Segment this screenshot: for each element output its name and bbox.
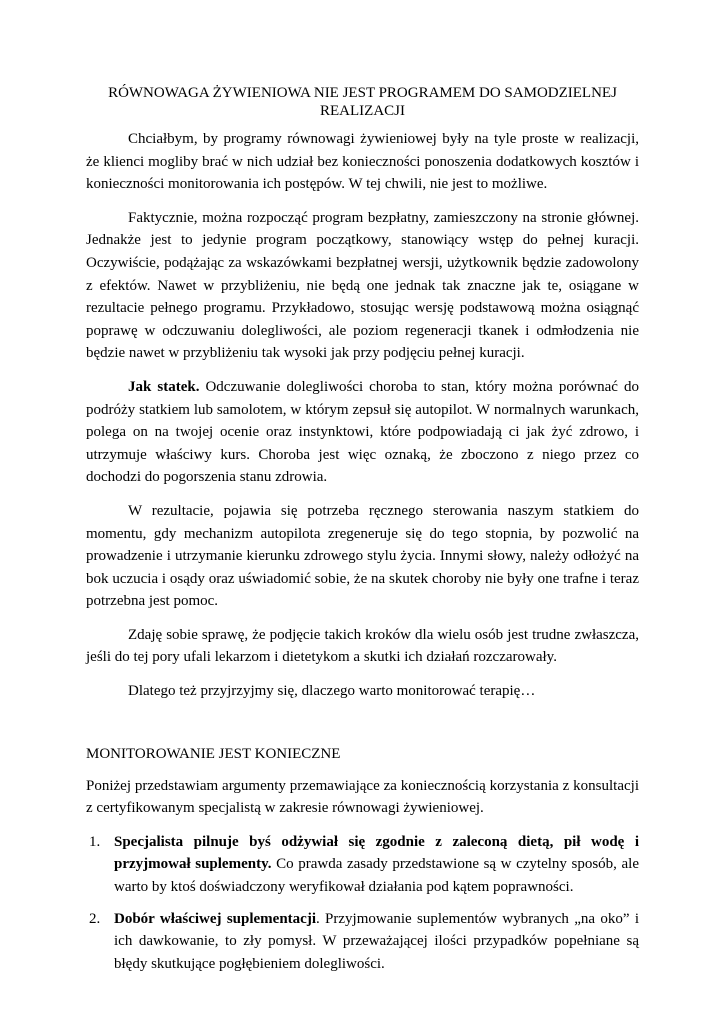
document-page xyxy=(86,84,639,984)
title-line-1: RÓWNOWAGA ŻYWIENIOWA NIE JEST PROGRAMEM DO SAMODZIELNEJ xyxy=(108,85,617,101)
list-item xyxy=(86,831,639,899)
paragraph-ship xyxy=(86,376,639,489)
list-item-bold: Specjalista pilnuje byś odżywiał się zgodnie z zaleconą dietą, pił wodę i przyjmował suplementy. xyxy=(114,833,639,873)
paragraph-free-program: Faktycznie, można rozpocząć program bezpłatny, zamieszczony na stronie głównej. Jednakże jest to jedynie program początkowy, stanowiący wstęp do pełnej kuracji. Oczywiście, podążając za wskazówkami bezpłatnej wersji, użytkownik będzie zadowolony z efektów. Nawet w przybliżeniu, nie będą one jednak tak znaczne jak te, osiągane w rezultacie pełnego programu. Przykładowo, stosując wersję podstawową można osiągnąć poprawę w odczuwaniu dolegliwości, ale poziom regeneracji tkanek i odmłodzenia nie będzie nawet w przybliżeniu tak wysoki jak przy podjęciu pełnej kuracji. xyxy=(86,209,639,362)
paragraph-therefore: Dlatego też przyjrzyjmy się, dlaczego warto monitorować terapię… xyxy=(128,683,536,700)
ship-text: Odczuwanie dolegliwości choroba to stan, który można porównać do podróży statkiem lub samolotem, w którym zepsuł się autopilot. W normalnych warunkach, polega on na twojej ocenie oraz instynktowi, które podpowiadają ci jak żyć zdrowo, i utrzymuje właściwy kurs. Choroba jest więc oznaką, że zboczono z niego przez co dochodzi do pogorszenia stanu zdrowia. xyxy=(86,378,639,486)
title-line-2: REALIZACJI xyxy=(320,103,405,119)
list-item-number: 2. xyxy=(89,910,101,927)
section-intro: Poniżej przedstawiam argumenty przemawiające za koniecznością korzystania z konsultacji z certyfikowanym specjalistą w zakresie równowagi żywieniowej. xyxy=(86,777,639,817)
list-item-number: 1. xyxy=(89,833,101,850)
arguments-list xyxy=(86,831,639,976)
paragraph-intro: Chciałbym, by programy równowagi żywieniowej były na tyle proste w realizacji, że klienci mogliby brać w nich udział bez konieczności ponoszenia dodatkowych kosztów i konieczności monitorowania ich postępów. W tej chwili, nie jest to możliwe. xyxy=(86,131,639,193)
list-item xyxy=(86,908,639,976)
paragraph-aware: Zdaję sobie sprawę, że podjęcie takich kroków dla wielu osób jest trudne zwłaszcza, jeśli do tej pory ufali lekarzom i dietetykom a skutki ich działań rozczarowały. xyxy=(86,626,639,666)
document-title xyxy=(86,84,639,120)
list-item-text: Co prawda zasady przedstawione są w czytelny sposób, ale warto by ktoś doświadczony weryfikował działania pod kątem poprawności. xyxy=(114,856,639,896)
list-item-text: . Przyjmowanie suplementów wybranych „na oko” i ich dawkowanie, to zły pomysł. W przeważającej ilości przypadków popełniane są błędy skutkujące pogłębieniem dolegliwości. xyxy=(114,910,639,972)
ship-bold-lead: Jak statek. xyxy=(128,378,200,395)
section-heading: MONITOROWANIE JEST KONIECZNE xyxy=(86,745,341,762)
paragraph-result: W rezultacie, pojawia się potrzeba ręcznego sterowania naszym statkiem do momentu, gdy mechanizm autopilota zregeneruje się do tego stopnia, by pozwolić na prowadzenie i utrzymanie kierunku zdrowego stylu życia. Innymi słowy, należy odłożyć na bok uczucia i osądy oraz uświadomić sobie, że na skutek choroby nie były one trafne i teraz potrzebna jest pomoc. xyxy=(86,502,639,610)
list-item-bold: Dobór właściwej suplementacji xyxy=(114,910,316,927)
